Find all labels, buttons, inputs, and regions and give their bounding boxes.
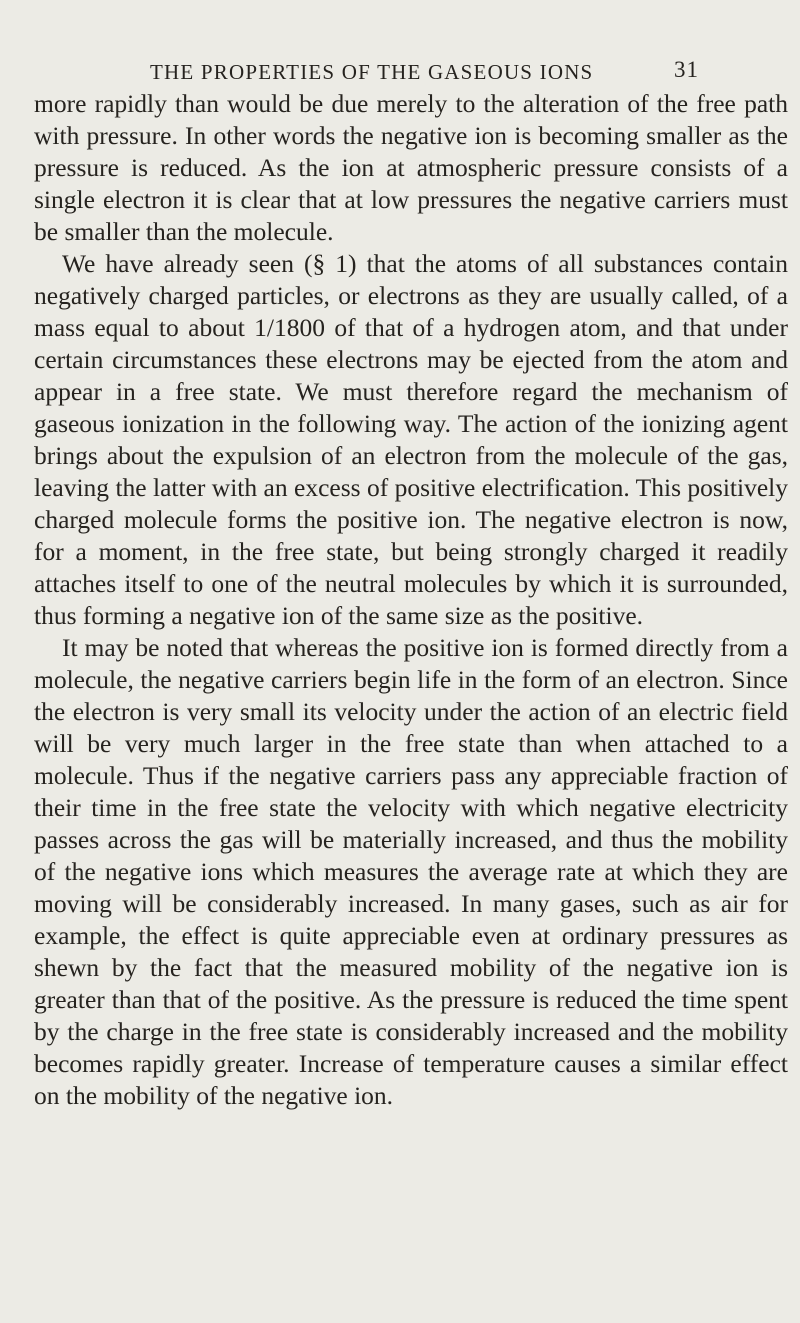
body-text bbox=[34, 88, 788, 1112]
running-title: THE PROPERTIES OF THE GASEOUS IONS bbox=[150, 60, 594, 84]
paragraph-continued: more rapidly than would be due merely to the alteration of the free path with pressure. In other words the negative ion is becoming smaller as the pressure is reduced. As the ion at atmospheric pressure consists of a single electron it is clear that at low pressures the negative carriers must be smaller than the molecule. bbox=[34, 89, 788, 246]
paragraph-electron-mechanism: We have already seen (§ 1) that the atoms of all substances contain negatively charged particles, or electrons as they are usually called, of a mass equal to about 1/1800 of that of a hydrogen atom, and that under certain circumstances these electrons may be ejected from the atom and appear in a free state. We must therefore regard the mechanism of gaseous ionization in the following way. The action of the ionizing agent brings about the expulsion of an electron from the molecule of the gas, leaving the latter with an excess of positive electrification. This positively charged molecule forms the positive ion. The negative electron is now, for a moment, in the free state, but being strongly charged it readily attaches itself to one of the neutral molecules by which it is surrounded, thus forming a negative ion of the same size as the positive. bbox=[34, 249, 788, 630]
paragraph-negative-carriers: It may be noted that whereas the positive ion is formed directly from a molecule, the negative carriers begin life in the form of an electron. Since the electron is very small its velocity under the action of an electric field will be very much larger in the free state than when attached to a molecule. Thus if the negative carriers pass any appreciable fraction of their time in the free state the velocity with which negative electricity passes across the gas will be materially increased, and thus the mobility of the negative ions which measures the average rate at which they are moving will be considerably increased. In many gases, such as air for example, the effect is quite appreciable even at ordinary pressures as shewn by the fact that the measured mobility of the negative ion is greater than that of the positive. As the pressure is reduced the time spent by the charge in the free state is considerably increased and the mobility becomes rapidly greater. Increase of temperature causes a similar effect on the mobility of the negative ion. bbox=[34, 633, 788, 1110]
running-header bbox=[34, 0, 788, 88]
page-number: 31 bbox=[674, 57, 699, 82]
